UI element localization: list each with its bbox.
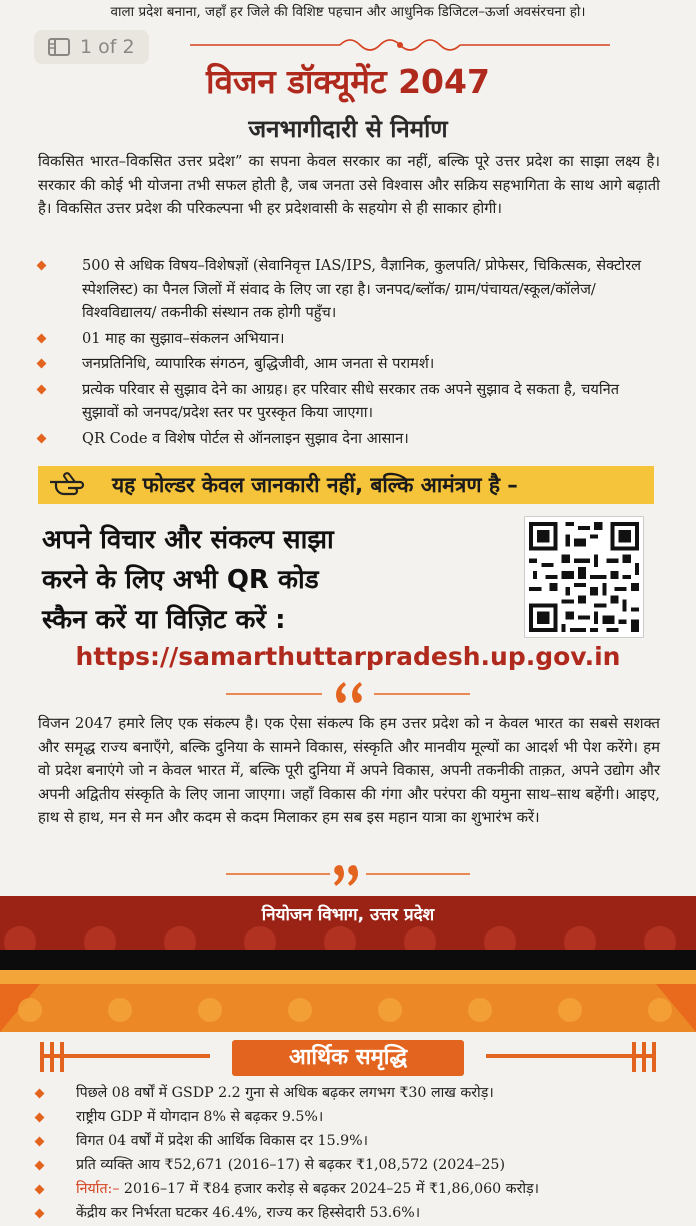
page-list-icon [48, 38, 70, 56]
economy-list [36, 1082, 666, 1226]
invite-banner [38, 466, 654, 504]
list-item: पिछले 08 वर्षों में GSDP 2.2 गुना से अधिक बढ़कर लगभग ₹30 लाख करोड़। [36, 1082, 666, 1104]
list-item: प्रत्येक परिवार से सुझाव देने का आग्रह। हर परिवार सीधे सरकार तक अपने सुझाव दे सकता है, चयनित सुझावों को जनपद/प्रदेश स्तर पर पुरस्कृत किया जाएगा। [38, 378, 660, 425]
portal-link[interactable]: https://samarthuttarpradesh.up.gov.in [75, 642, 621, 671]
closing-quote-icon [226, 862, 470, 890]
list-item: निर्यात:– 2016–17 में ₹84 हजार करोड़ से बढ़कर 2024–25 में ₹1,86,060 करोड़। [36, 1178, 666, 1200]
opening-quote-icon [226, 678, 470, 706]
page-separator [0, 950, 696, 970]
invite-text: यह फोल्डर केवल जानकारी नहीं, बल्कि आमंत्रण है – [112, 473, 518, 497]
bullet-diamond-icon [37, 333, 47, 343]
bullet-diamond-icon [37, 433, 47, 443]
bullet-diamond-icon [37, 261, 47, 271]
page2-header-band [0, 970, 696, 1032]
list-item: राष्ट्रीय GDP में योगदान 8% से बढ़कर 9.5%। [36, 1106, 666, 1128]
list-item: 500 से अधिक विषय–विशेषज्ञों (सेवानिवृत्त IAS/IPS, वैज्ञानिक, कुलपति/ प्रोफेसर, चिकित्सक, सेक्टोरल स्पेशलिस्ट) का पैनल जिलों में संवाद के लिए जा रहा है। जनपद/ब्लॉक/ ग्राम/पंचायत/स्कूल/कॉलेज/विश्वविद्यालय/ तकनीकी संस्थान तक होगी पहुँच। [38, 254, 660, 325]
bullet-diamond-icon [35, 1137, 45, 1147]
bullet-diamond-icon [37, 359, 47, 369]
list-item: प्रति व्यक्ति आय ₹52,671 (2016–17) से बढ़कर ₹1,08,572 (2024–25) [36, 1154, 666, 1176]
list-item: जनप्रतिनिधि, व्यापारिक संगठन, बुद्धिजीवी, आम जनता से परामर्श। [38, 352, 660, 376]
intro-paragraph: विकसित भारत–विकसित उत्तर प्रदेश” का सपना केवल सरकार का नहीं, बल्कि पूरे उत्तर प्रदेश का साझा लक्ष्य है। सरकार की कोई भी योजना तभी सफल होती है, जब जनता उसे विश्वास और सक्रिय सहभागिता के साथ आगे बढ़ाती है। विकसित उत्तर प्रदेश की परिकल्पना भी हर प्रदेशवासी के सहयोग से ही साकार होगी। [38, 153, 660, 217]
title-ornament [190, 36, 610, 54]
share-call-to-action: अपने विचार और संकल्प साझा करने के लिए अभी QR कोड स्कैन करें या विज़िट करें : [42, 525, 334, 635]
bullet-diamond-icon [35, 1185, 45, 1195]
page-subtitle: जनभागीदारी से निर्माण [248, 115, 448, 143]
list-item: 01 माह का सुझाव–संकलन अभियान। [38, 327, 660, 351]
bullet-diamond-icon [35, 1161, 45, 1171]
list-item: विगत 04 वर्षों में प्रदेश की आर्थिक विकास दर 15.9%। [36, 1130, 666, 1152]
previous-page-text: वाला प्रदेश बनाना, जहाँ हर जिले की विशिष्ट पहचान और आधुनिक डिजिटल–ऊर्जा अवसंरचना हो। [110, 4, 586, 20]
bullet-diamond-icon [35, 1089, 45, 1099]
qr-code[interactable] [524, 516, 644, 638]
list-item: QR Code व विशेष पोर्टल से ऑनलाइन सुझाव देना आसान। [38, 427, 660, 451]
closing-paragraph: विजन 2047 हमारे लिए एक संकल्प है। एक ऐसा संकल्प कि हम उत्तर प्रदेश को न केवल भारत का सबसे सशक्त और समृद्ध राज्य बनाएँगे, बल्कि दुनिया के सामने विकास, संस्कृति और मानवीय मूल्यों का आदर्श भी पेश करेंगे। हम वो प्रदेश बनाएंगे जो न केवल भारत में, बल्कि पूरी दुनिया में अपने विकास, अपनी तकनीकी ताक़त, अपने उद्योग और अपनी अद्वितीय संस्कृति के लिए जाना जाएगा। जहाँ विकास की गंगा और परंपरा की यमुना साथ–साथ बहेंगी। आइए, हाथ से हाथ, मन से मन और कदम से कदम मिलाकर हम सब इस महान यात्रा का शुभारंभ करें। [38, 715, 660, 826]
section-title: आर्थिक समृद्धि [288, 1045, 408, 1070]
bullet-diamond-icon [35, 1113, 45, 1123]
export-label: निर्यात:– [76, 1181, 120, 1197]
initiative-list [38, 254, 660, 452]
department-name: नियोजन विभाग, उत्तर प्रदेश [261, 905, 435, 925]
page-title: विजन डॉक्यूमेंट 2047 [206, 62, 490, 101]
decorative-band-pattern [0, 970, 696, 1032]
pointing-hand-icon [48, 472, 98, 498]
page-indicator-label: 1 of 2 [80, 36, 135, 58]
list-item: केंद्रीय कर निर्भरता घटकर 46.4%, राज्य कर हिस्सेदारी 53.6%। [36, 1202, 666, 1224]
bullet-diamond-icon [37, 384, 47, 394]
